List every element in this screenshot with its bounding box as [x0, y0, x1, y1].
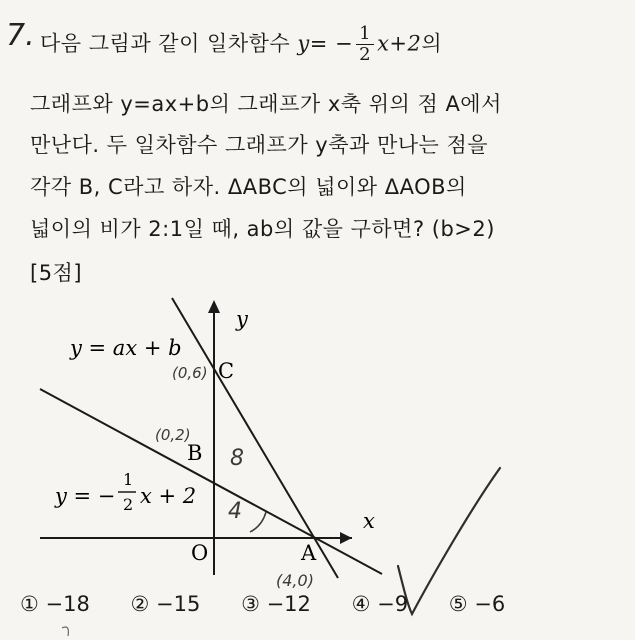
- choice-1-mark: ①: [20, 592, 39, 616]
- point-a-label: A: [301, 541, 317, 565]
- handwritten-b-coord: (0,2): [155, 426, 191, 444]
- question-points: [5점]: [30, 261, 83, 285]
- choice-2-mark: ②: [130, 592, 150, 616]
- question-line-3: 만난다. 두 일차함수 그래프가 y축과 만나는 점을: [30, 133, 489, 157]
- label-line-half-right: x + 2: [140, 484, 197, 508]
- choice-3-mark: ③: [241, 592, 260, 616]
- handwritten-c-coord: (0,6): [172, 364, 208, 382]
- line-half-slope: [40, 389, 382, 574]
- choice-1-value: −18: [45, 592, 90, 616]
- axis-y-label: y: [236, 307, 248, 331]
- handwritten-area-upper: 8: [230, 446, 244, 471]
- choice-5-value: −6: [474, 592, 506, 616]
- choice-1[interactable]: [20, 592, 90, 616]
- question-line-5: 넓이의 비가 2:1일 때, ab의 값을 구하면? (b>2): [30, 217, 495, 241]
- choice-3[interactable]: [241, 592, 311, 616]
- handwritten-area-lower: 4: [228, 499, 242, 524]
- eq-sign: = −: [309, 31, 354, 56]
- label-line-ax-plus-b: y = ax + b: [70, 336, 182, 360]
- handwritten-stray-mark: [62, 627, 68, 636]
- choice-2-value: −15: [156, 592, 201, 616]
- eq-right: x+2: [377, 31, 422, 56]
- choice-5[interactable]: [449, 592, 505, 616]
- origin-label: O: [191, 541, 209, 565]
- choice-5-mark: ⑤: [448, 592, 468, 616]
- choice-3-value: −12: [266, 592, 311, 616]
- choice-4-value: −9: [377, 592, 409, 616]
- point-c-label: C: [218, 359, 235, 383]
- x-axis-arrow-icon: [340, 532, 352, 544]
- eq-fraction-denominator: 2: [359, 44, 372, 65]
- question-line-4: 각각 B, C라고 하자. ΔABC의 넓이와 ΔAOB의: [30, 175, 467, 199]
- question-line-1-tail: 의: [421, 31, 443, 56]
- axis-x-label: x: [363, 509, 375, 533]
- point-b-label: B: [187, 441, 203, 465]
- eq-y: y: [297, 31, 310, 56]
- label-line-half-num: 1: [123, 470, 134, 489]
- answer-choices: [20, 592, 539, 616]
- label-line-half-den: 2: [123, 495, 134, 514]
- question-number: 7.: [6, 18, 35, 53]
- label-line-half-left: y = −: [55, 484, 116, 508]
- handwritten-a-coord: (4,0): [276, 571, 314, 590]
- y-axis-arrow-icon: [208, 300, 220, 313]
- choice-4-mark: ④: [351, 592, 371, 616]
- question-line-1-text: 다음 그림과 같이 일차함수: [40, 31, 298, 56]
- question-line-2: 그래프와 y=ax+b의 그래프가 x축 위의 점 A에서: [30, 92, 502, 116]
- handwritten-angle-mark: [250, 512, 266, 532]
- choice-4[interactable]: [352, 592, 408, 616]
- choice-2[interactable]: [131, 592, 201, 616]
- eq-fraction-numerator: 1: [356, 24, 374, 45]
